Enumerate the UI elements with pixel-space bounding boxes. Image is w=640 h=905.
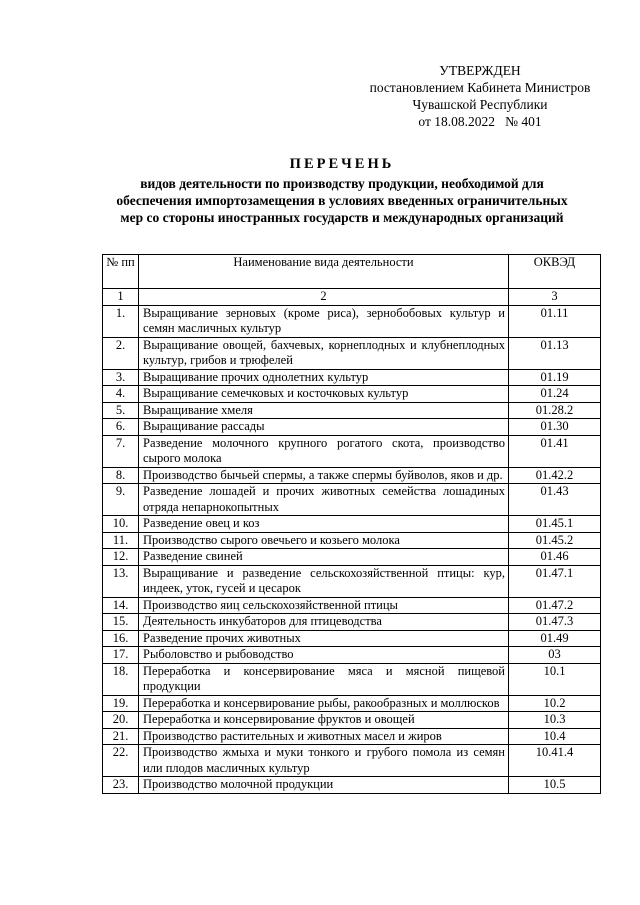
row-number: 20. <box>103 712 139 729</box>
okved-code: 01.41 <box>509 435 601 467</box>
row-number: 7. <box>103 435 139 467</box>
activity-name: Переработка и консервирование мяса и мясной пищевой продукции <box>139 663 509 695</box>
okved-code: 01.45.1 <box>509 516 601 533</box>
table-row <box>103 597 601 614</box>
okved-code: 01.11 <box>509 305 601 337</box>
row-number: 9. <box>103 484 139 516</box>
activity-name: Деятельность инкубаторов для птицеводства <box>139 614 509 631</box>
row-number: 1. <box>103 305 139 337</box>
okved-code: 03 <box>509 647 601 664</box>
table-row <box>103 467 601 484</box>
table-row <box>103 663 601 695</box>
activity-name: Выращивание хмеля <box>139 402 509 419</box>
row-number: 13. <box>103 565 139 597</box>
okved-code: 10.5 <box>509 777 601 794</box>
activity-name: Производство растительных и животных масел и жиров <box>139 728 509 745</box>
okved-code: 10.3 <box>509 712 601 729</box>
table-row <box>103 419 601 436</box>
table-row <box>103 614 601 631</box>
activity-name: Разведение овец и коз <box>139 516 509 533</box>
approval-stamp <box>350 62 610 130</box>
table-row <box>103 402 601 419</box>
document-subtitle-line: видов деятельности по производству продукции, необходимой для <box>140 176 544 191</box>
table-row <box>103 647 601 664</box>
activity-name: Выращивание рассады <box>139 419 509 436</box>
column-index: 3 <box>509 289 601 306</box>
activity-name: Рыболовство и рыбоводство <box>139 647 509 664</box>
approval-authority: постановлением Кабинета Министров <box>369 80 591 95</box>
table-row <box>103 305 601 337</box>
activities-table <box>102 254 601 794</box>
activity-name: Выращивание прочих однолетних культур <box>139 369 509 386</box>
activity-name: Производство сырого овечьего и козьего молока <box>139 532 509 549</box>
table-row <box>103 532 601 549</box>
okved-code: 01.47.3 <box>509 614 601 631</box>
okved-code: 10.4 <box>509 728 601 745</box>
column-index: 1 <box>103 289 139 306</box>
activity-name: Переработка и консервирование рыбы, ракообразных и моллюсков <box>139 695 509 712</box>
table-row <box>103 435 601 467</box>
table-row <box>103 777 601 794</box>
activity-name: Разведение молочного крупного рогатого скота, производство сырого молока <box>139 435 509 467</box>
table-row <box>103 337 601 369</box>
table-row <box>103 516 601 533</box>
row-number: 19. <box>103 695 139 712</box>
okved-code: 01.30 <box>509 419 601 436</box>
table-row <box>103 695 601 712</box>
activity-name: Производство яиц сельскохозяйственной птицы <box>139 597 509 614</box>
okved-code: 01.47.1 <box>509 565 601 597</box>
activity-name: Производство бычьей спермы, а также спермы буйволов, яков и др. <box>139 467 509 484</box>
table-row <box>103 386 601 403</box>
activity-name: Выращивание семечковых и косточковых культур <box>139 386 509 403</box>
activity-name: Разведение свиней <box>139 549 509 566</box>
okved-code: 01.24 <box>509 386 601 403</box>
okved-code: 01.13 <box>509 337 601 369</box>
table-row <box>103 549 601 566</box>
activity-name: Производство жмыха и муки тонкого и грубого помола из семян или плодов масличных культур <box>139 745 509 777</box>
header-okved: ОКВЭД <box>509 255 601 289</box>
okved-code: 01.42.2 <box>509 467 601 484</box>
row-number: 10. <box>103 516 139 533</box>
okved-code: 01.28.2 <box>509 402 601 419</box>
table-row <box>103 630 601 647</box>
okved-code: 01.49 <box>509 630 601 647</box>
okved-code: 01.45.2 <box>509 532 601 549</box>
approval-region: Чувашской Республики <box>412 97 548 112</box>
row-number: 5. <box>103 402 139 419</box>
row-number: 2. <box>103 337 139 369</box>
row-number: 3. <box>103 369 139 386</box>
activity-name: Разведение прочих животных <box>139 630 509 647</box>
row-number: 17. <box>103 647 139 664</box>
row-number: 4. <box>103 386 139 403</box>
activity-name: Выращивание и разведение сельскохозяйственной птицы: кур, индеек, уток, гусей и цесарок <box>139 565 509 597</box>
table-row <box>103 484 601 516</box>
table-row <box>103 565 601 597</box>
document-heading <box>96 156 588 226</box>
document-subtitle-line: мер со стороны иностранных государств и международных организаций <box>120 210 564 225</box>
row-number: 18. <box>103 663 139 695</box>
activity-name: Разведение лошадей и прочих животных семейства лошадиных отряда непарнокопытных <box>139 484 509 516</box>
table-header-row <box>103 255 601 289</box>
activity-name: Выращивание зерновых (кроме риса), зернобобовых культур и семян масличных культур <box>139 305 509 337</box>
row-number: 12. <box>103 549 139 566</box>
column-index: 2 <box>139 289 509 306</box>
header-number: № пп <box>103 255 139 289</box>
row-number: 8. <box>103 467 139 484</box>
approval-date-number: от 18.08.2022 № 401 <box>418 114 542 129</box>
okved-code: 01.47.2 <box>509 597 601 614</box>
row-number: 16. <box>103 630 139 647</box>
okved-code: 01.46 <box>509 549 601 566</box>
header-activity-name: Наименование вида деятельности <box>139 255 509 289</box>
activity-name: Производство молочной продукции <box>139 777 509 794</box>
table-row <box>103 728 601 745</box>
okved-code: 10.2 <box>509 695 601 712</box>
row-number: 22. <box>103 745 139 777</box>
table-row <box>103 712 601 729</box>
okved-code: 01.43 <box>509 484 601 516</box>
row-number: 21. <box>103 728 139 745</box>
row-number: 11. <box>103 532 139 549</box>
okved-code: 10.41.4 <box>509 745 601 777</box>
table-row <box>103 369 601 386</box>
row-number: 15. <box>103 614 139 631</box>
row-number: 14. <box>103 597 139 614</box>
document-title: ПЕРЕЧЕНЬ <box>289 156 395 172</box>
row-number: 6. <box>103 419 139 436</box>
table-row <box>103 745 601 777</box>
row-number: 23. <box>103 777 139 794</box>
activity-name: Выращивание овощей, бахчевых, корнеплодных и клубнеплодных культур, грибов и трюфелей <box>139 337 509 369</box>
activity-name: Переработка и консервирование фруктов и овощей <box>139 712 509 729</box>
approval-status: УТВЕРЖДЕН <box>439 63 521 78</box>
column-index-row <box>103 289 601 306</box>
okved-code: 10.1 <box>509 663 601 695</box>
okved-code: 01.19 <box>509 369 601 386</box>
document-subtitle-line: обеспечения импортозамещения в условиях введенных ограничительных <box>116 193 568 208</box>
